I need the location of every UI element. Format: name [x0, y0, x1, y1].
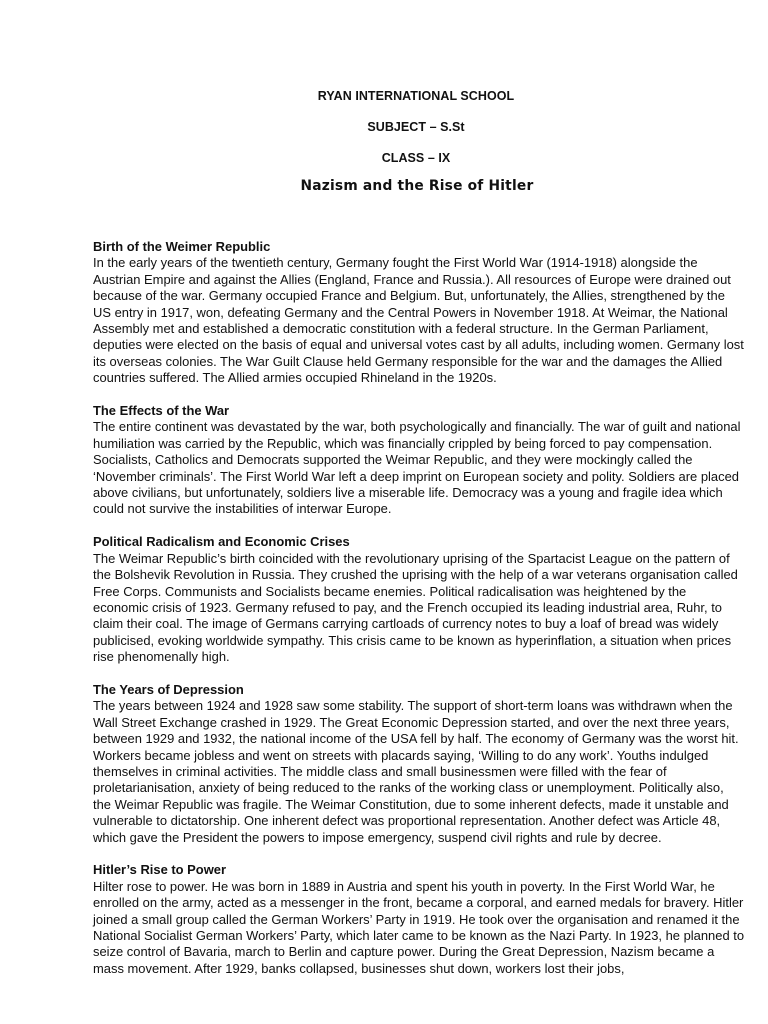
section-hitlers-rise-to-power: [93, 862, 745, 977]
section-birth-of-weimar-republic: [93, 239, 745, 387]
section-years-of-depression: [93, 682, 745, 846]
section-paragraph: Hilter rose to power. He was born in 1889 in Austria and spent his youth in poverty. In the First World War, he enrolled on the army, acted as a messenger in the front, became a corporal, and earned medals for bravery. Hitler joined a small group called the German Workers’ Party in 1919. He took over the organisation and renamed it the National Socialist German Workers’ Party, which later came to be known as the Nazi Party. In 1923, he planned to seize control of Bavaria, march to Berlin and capture power. During the Great Depression, Nazism became a mass movement. After 1929, banks collapsed, businesses shut down, workers lost their jobs,: [93, 878, 745, 976]
section-heading: Birth of the Weimer Republic: [93, 239, 271, 254]
section-heading: Political Radicalism and Economic Crises: [93, 534, 350, 550]
class-line: CLASS – IX: [381, 151, 451, 165]
section-paragraph: The entire continent was devastated by the war, both psychologically and financially. The war of guilt and national humiliation was carried by the Republic, which was financially crippled by being forced to pay compensation. Socialists, Catholics and Democrats supported the Weimar Republic, and they were mockingly called the ‘November criminals’. The First World War left a deep imprint on European society and polity. Soldiers are placed above civilians, but unfortunately, soldiers live a miserable life. Democracy was a young and fragile idea which could not survive the instabilities of interwar Europe.: [93, 419, 741, 517]
section-heading: The Years of Depression: [93, 681, 244, 697]
section-paragraph: The Weimar Republic’s birth coincided with the revolutionary uprising of the Spartacist League on the pattern of the Bolshevik Revolution in Russia. They crushed the uprising with the help of a war veterans organisation called Free Corps. Communists and Socialists became enemies. Political radicalisation was heightened by the economic crisis of 1923. Germany refused to pay, and the French occupied its leading industrial area, Ruhr, to claim their coal. The image of Germans carrying cartloads of currency notes to buy a loaf of bread was widely publicised, evoking worldwide sympathy. This crisis came to be known as hyperinflation, a situation when prices rise phenomenally high.: [93, 550, 738, 665]
paragraph-gap: [93, 666, 745, 682]
section-paragraph: In the early years of the twentieth century, Germany fought the First World War (1914-1918) alongside the Austrian Empire and against the Allies (England, France and Russia.). All resources of Europe were drained out because of the war. Germany occupied France and Belgium. But, unfortunately, the Allies, strengthened by the US entry in 1917, won, defeating Germany and the Central Powers in November 1918. At Weimar, the National Assembly met and established a democratic constitution with a federal structure. In the German Parliament, deputies were elected on the basis of equal and universal votes cast by all adults, including women. Germany lost its overseas colonies. The War Guilt Clause held Germany responsible for the war and the damages the Allied countries suffered. The Allied armies occupied Rhineland in the 1920s.: [93, 255, 744, 386]
document-body: [93, 239, 745, 977]
page-title: Nazism and the Rise of Hitler: [300, 178, 534, 194]
school-name: RYAN INTERNATIONAL SCHOOL: [317, 89, 515, 103]
section-political-radicalism: [93, 534, 745, 665]
paragraph-gap: [93, 387, 745, 403]
section-heading: The Effects of the War: [93, 403, 230, 419]
section-paragraph: The years between 1924 and 1928 saw some stability. The support of short-term loans was withdrawn when the Wall Street Exchange crashed in 1929. The Great Economic Depression started, and over the next three years, between 1929 and 1932, the national income of the USA fell by half. The economy of Germany was the worst hit. Workers became jobless and went on streets with placards saying, ‘Willing to do any work’. Youths indulged themselves in criminal activities. The middle class and small businessmen were filled with the fear of proletarianisation, anxiety of being reduced to the ranks of the working class or unemployment. Politically also, the Weimar Republic was fragile. The Weimar Constitution, due to some inherent defects, made it unstable and vulnerable to dictatorship. One inherent defect was proportional representation. Another defect was Article 48, which gave the President the powers to impose emergency, suspend civil rights and rule by decree.: [93, 698, 739, 845]
subject-line: SUBJECT – S.St: [367, 120, 465, 134]
paragraph-gap: [93, 518, 745, 534]
section-heading: Hitler’s Rise to Power: [93, 862, 227, 878]
section-effects-of-war: [93, 403, 745, 518]
paragraph-gap: [93, 846, 745, 862]
